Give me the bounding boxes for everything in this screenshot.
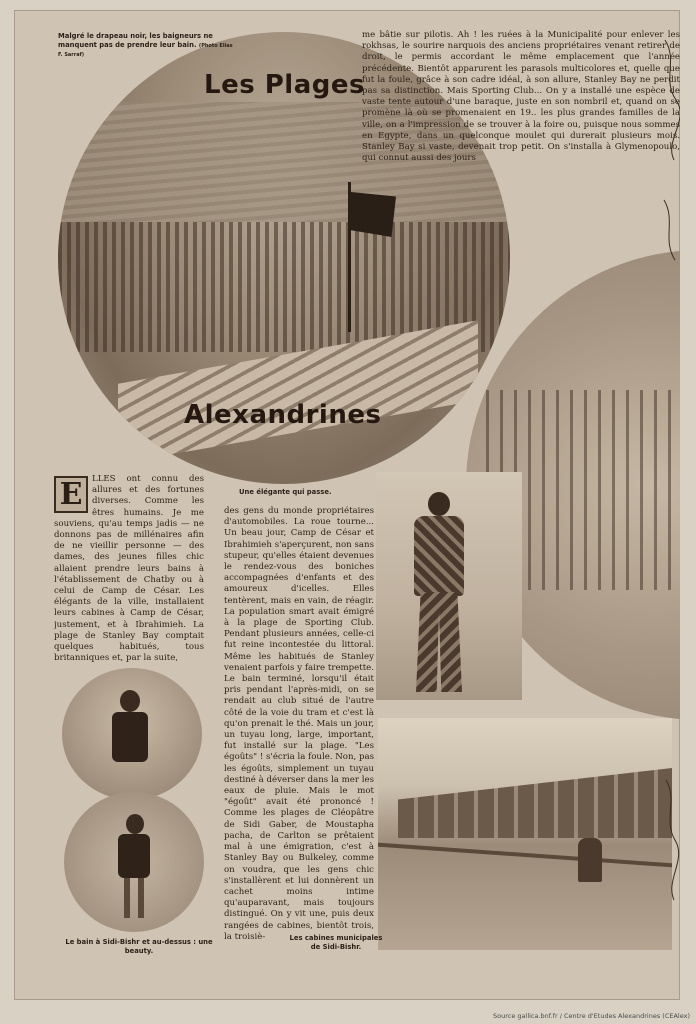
- source-footer: Source gallica.bnf.fr / Centre d'Etudes Alexandrines (CEAlex): [493, 1012, 690, 1020]
- sidi-bishr-caption: Le bain à Sidi-Bishr et au-dessus : une beauty.: [65, 938, 213, 955]
- text-column-2: des gens du monde propriétaires d'automobiles. La roue tourne... Un beau jour, Camp de César et Ibrahimieh s'aperçurent, non sans stupeur, qu'elles étaient devenues le rendez-vous des boniches accompagnées d'enfants et des amoureux d'icelles. Elles tentèrent, mais en vain, de réagir. La population smart avait émigré à la plage de Sporting Club. Pendant plusieurs années, celle-ci fut reine incontestée du littoral. Même les habitués de Stanley venaient parfois y faire trempette. Le bain terminé, lorsqu'il était pris pendant l'après-midi, on se rendait au club situé de l'autre côté de la voie du tram et c'est là qu'on prenait le thé. Mais un jour, un tuyau long, large, important, fut installé sur la plage. "Les égoûts" ! s'écria la foule. Non, pas les égoûts, simplement un tuyau destiné à déverser dans la mer les eaux de pluie. Mais le mot "égoût" avait été prononcé ! Comme les plages de Cléopâtre de Sidi Gaber, de Moustapha pacha, de Carlton se prêtaient mal à une émigration, c'est à Stanley Bay ou Bulkeley, comme on voudra, que les gens chic s'installèrent et lui donnèrent un cachet moins intime qu'auparavant, mais toujours distingué. On y vit une, puis deux rangées de cabines, bientôt trois, la troisiè-: [224, 506, 374, 940]
- beauty-portrait-photo: [62, 668, 202, 800]
- cabines-caption: Les cabines municipales de Sidi-Bishr.: [289, 934, 383, 951]
- elegante-caption: Une élégante qui passe.: [239, 488, 332, 496]
- cabines-photo: [378, 718, 672, 950]
- title-line2: Alexandrines: [184, 400, 382, 430]
- text-column-top-right: me bâtie sur pilotis. Ah ! les ruées à la Municipalité pour enlever les rokhsas, le sourire narquois des anciens propriétaires venant retirer de droit, le permis accordant le même emplacement que l'année précédente. Bientôt apparurent les parasols multicolores et, quelle que fut la foule, grâce à son cadre idéal, à son allure, Stanley Bay ne perdit pas sa distinction. Mais Sporting Club... On y a installé une espèce de vaste tente autour d'une baraque, juste en son nombril et, quand on se promène là où se promenaient en 19.. les plus grandes familles de la ville, on a l'impression de se trouver à la foire ou, puisque nous sommes en Egypte, dans un quelconque moulet qui durerait plusieurs mois. Stanley Bay si vaste, devenait trop petit. On s'installa à Glymenopoulo, qui connut aussi des jours: [362, 30, 680, 164]
- top-photo-caption: Malgré le drapeau noir, les baigneurs ne manquent pas de prendre leur bain. (Photo Elias F. Sarraf): [58, 32, 233, 58]
- margin-sketch: [660, 20, 680, 1000]
- magazine-page: [14, 10, 680, 1000]
- text-column-1: E LLES ont connu des allures et des fortunes diverses. Comme les êtres humains. Je me souviens, qu'au temps jadis — ne donnons pas de millénaires afin de ne vieillir personne — des dames, des jeunes filles chic allaient prendre leurs bains à l'établissement de Chatby ou à celui de Camp de César. Les élégants de la ville, installaient leurs cabines à Camp de César, justement, et à Ibrahimieh. La plage de Stanley Bay comptait quelques habitués, tous britanniques et, par la suite,: [54, 474, 204, 664]
- elegant-woman-photo: [376, 472, 522, 700]
- dropcap-letter: E: [54, 476, 88, 513]
- title-line1: Les Plages: [204, 70, 365, 100]
- sidi-bishr-bather-photo: [64, 792, 204, 932]
